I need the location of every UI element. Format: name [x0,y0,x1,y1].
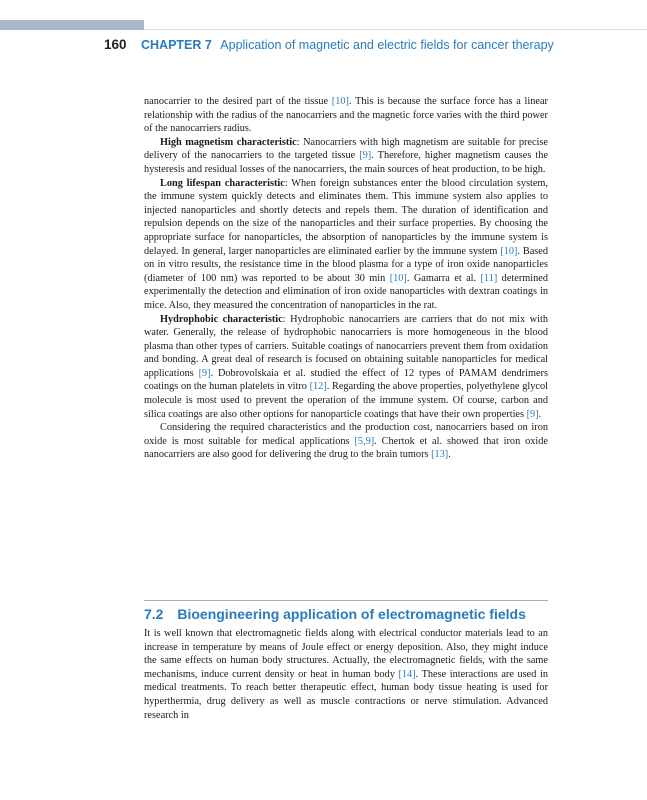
running-header [104,36,554,54]
text-run: . [538,408,542,420]
section-heading [144,606,548,622]
text-run: : Nanocarriers with high magnetism are suitable for precise delivery of the nanocarriers to the targeted tissue [144,136,548,162]
paragraph [144,313,548,422]
citation-link[interactable]: [9] [526,408,539,420]
paragraph [144,95,548,136]
section-title: Bioengineering application of electromagnetic fields [177,606,526,622]
citation-link[interactable]: [13] [431,449,449,461]
text-run: . Based on in vitro results, the resistance time in the blood plasma for a type of iron oxide nanoparticles (diameter of 100 nm) was reported to be about 30 min [144,245,548,284]
citation-link[interactable]: [10] [389,272,407,284]
section-rule [144,600,548,601]
text-run: . Therefore, higher magnetism causes the hysteresis and residual losses of the nanocarriers, the main sources of heat production, to be high. [144,150,548,175]
text-run: . These interactions are used in medical treatments. To reach better therapeutic effect, human body tissue heating is used for hyperthermia, drug delivery as well as muscle contractions or nerve stimulation. Advanced research in [144,668,548,721]
paragraph-term: Long lifespan characteristic [160,177,285,189]
citation-link[interactable]: [10] [500,245,518,257]
citation-link[interactable]: [12] [309,381,327,393]
citation-link[interactable]: [9] [359,150,372,162]
chapter-label: CHAPTER 7 [140,38,212,52]
text-run: Considering the required characteristics and the production cost, nanocarriers based on iron oxide is most suitable for medical applications [144,422,548,447]
section-number: 7.2 [144,606,164,622]
citation-link[interactable]: [11] [480,272,498,284]
citation-link[interactable]: [10] [331,96,349,107]
text-run: : When foreign substances enter the blood circulation system, the immune system quickly detects and eliminates them. This immune system also applies to injected nanoparticles and shortly detects and repels them. The duration of identification and repulsion depends on the size of the nanoparticles and their surface properties. By choosing the appropriate surface for nanoparticles, the absorption of nanoparticles by the immune system is delayed. In general, larger nanoparticles are eliminated earlier by the immune system [144,177,549,257]
citation-link[interactable]: [9] [198,367,211,379]
text-run: . Dobrovolskaia et al. studied the effect of 12 types of PAMAM dendrimers coatings on the human platelets in vitro [144,367,548,393]
text-run: . Regarding the above properties, polyethylene glycol molecule is most used to prevent the operation of the immune system. Of course, carbon and silica coatings are also other options for nanoparticle coatings that have their own properties [144,381,548,420]
chapter-title: Application of magnetic and electric fields for cancer therapy [220,38,554,52]
text-run: . Gamarra et al. [406,272,481,284]
paragraph-term: High magnetism characteristic [160,136,297,148]
text-run: : Hydrophobic nanocarriers are carriers that do not mix with water. Generally, the release of hydrophobic nanocarriers is more homogeneous in the blood plasma than other types of carriers. Suitable coatings of nanocarriers prevent them from oxidation and bonding. A great deal of research is focused on obtaining suitable nanoparticles for medical applications [144,313,548,379]
paragraph [144,136,548,177]
text-run: . [448,449,451,461]
text-run: nanocarrier to the desired part of the tissue [144,96,332,107]
section-body-text [144,627,548,722]
citation-link[interactable]: [5,9] [354,435,375,447]
paragraph [144,177,548,313]
header-accent-bar [0,20,144,30]
paragraph-term: Hydrophobic characteristic [160,313,283,325]
text-run: determined experimentally the detection and elimination of iron oxide nanoparticles with dextran coatings in mice. Also, they measured the concentration of nanoparticles in the rat. [144,272,548,311]
text-run: . This is because the surface force has a linear relationship with the radius of the nanocarriers and the magnetic force varies with the third power of the nanocarriers radius. [144,96,548,135]
citation-link[interactable]: [14] [398,668,416,680]
body-text [144,95,548,462]
text-run: It is well known that electromagnetic fields along with electrical conductor materials lead to an increase in temperature by means of Joule effect or energy deposition. Also, they might induce the same effects on human body structures. Actually, the electromagnetic fields, with the same mechanisms, induce current density or heat in human body [144,628,548,680]
paragraph [144,627,548,722]
page-number: 160 [104,37,127,52]
paragraph [144,421,548,462]
text-run: . Chertok et al. showed that iron oxide nanocarriers are also good for delivering the drug to the brain tumors [144,435,548,461]
header-rule [144,29,647,30]
